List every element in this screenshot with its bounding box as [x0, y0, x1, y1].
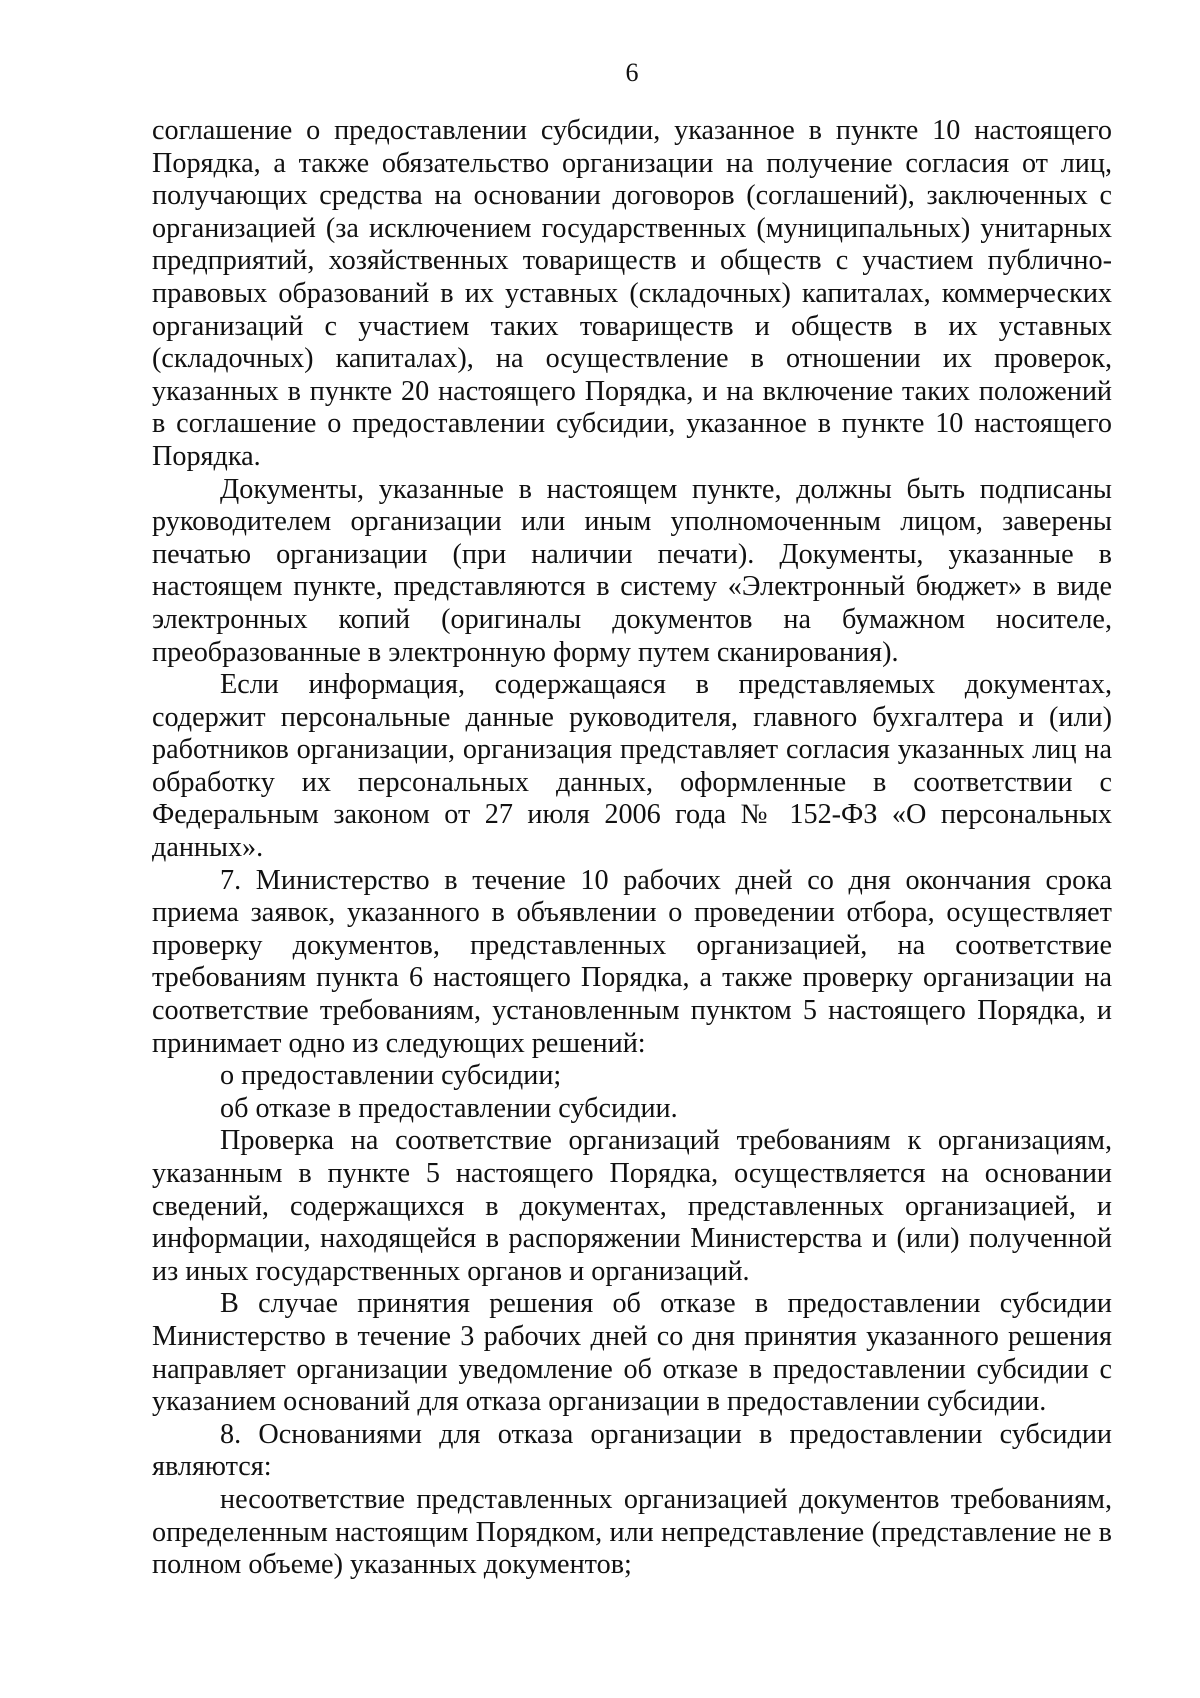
- decision-option-grant: о предоставлении субсидии;: [220, 1060, 562, 1092]
- document-body: [152, 115, 1112, 1582]
- paragraph-refusal-notice: В случае принятия решения об отказе в предоставлении субсидии Министерство в течение 3 рабочих дней со дня принятия указанного решения направляет организации уведомление об отказе в предоставлении субсидии с указанием оснований для отказа организации в предоставлении субсидии.: [152, 1288, 1112, 1418]
- paragraph-clause-8: 8. Основаниями для отказа организации в предоставлении субсидии являются:: [152, 1418, 1112, 1483]
- decision-option-refusal: об отказе в предоставлении субсидии.: [220, 1092, 678, 1124]
- paragraph-compliance-check: Проверка на соответствие организаций требованиям к организациям, указанным в пункте 5 настоящего Порядка, осуществляется на основании сведений, содержащихся в документах, представленных организацией, и информации, находящейся в распоряжении Министерства и (или) полученной из иных государственных органов и организаций.: [152, 1125, 1112, 1287]
- paragraph-clause-7: 7. Министерство в течение 10 рабочих дней со дня окончания срока приема заявок, указанного в объявлении о проведении отбора, осуществляет проверку документов, представленных организацией, на соответствие требованиям пункта 6 настоящего Порядка, а также проверку организации на соответствие требованиям, установленным пунктом 5 настоящего Порядка, и принимает одно из следующих решений:: [152, 864, 1112, 1059]
- paragraph-personal-data: Если информация, содержащаяся в представляемых документах, содержит персональные данные руководителя, главного бухгалтера и (или) работников организации, организация представляет согласия указанных лиц на обработку их персональных данных, оформленные в соответствии с Федеральным законом от 27 июля 2006 года № 152-ФЗ «О персональных данных».: [152, 669, 1112, 864]
- paragraph-documents-signing: Документы, указанные в настоящем пункте, должны быть подписаны руководителем организации или иным уполномоченным лицом, заверены печатью организации (при наличии печати). Документы, указанные в настоящем пункте, представляются в систему «Электронный бюджет» в виде электронных копий (оригиналы документов на бумажном носителе, преобразованные в электронную форму путем сканирования).: [152, 473, 1112, 668]
- paragraph-agreement-obligation: соглашение о предоставлении субсидии, указанное в пункте 10 настоящего Порядка, а также обязательство организации на получение согласия от лиц, получающих средства на основании договоров (соглашений), заключенных с организацией (за исключением государственных (муниципальных) унитарных предприятий, хозяйственных товариществ и обществ с участием публично-правовых образований в их уставных (складочных) капиталах, коммерческих организаций с участием таких товариществ и обществ в их уставных (складочных) капиталах), на осуществление в отношении их проверок, указанных в пункте 20 настоящего Порядка, и на включение таких положений в соглашение о предоставлении субсидии, указанное в пункте 10 настоящего Порядка.: [152, 115, 1112, 472]
- paragraph-refusal-ground-1: несоответствие представленных организацией документов требованиям, определенным настоящим Порядком, или непредставление (представление не в полном объеме) указанных документов;: [152, 1483, 1112, 1581]
- page-number: 6: [625, 58, 639, 87]
